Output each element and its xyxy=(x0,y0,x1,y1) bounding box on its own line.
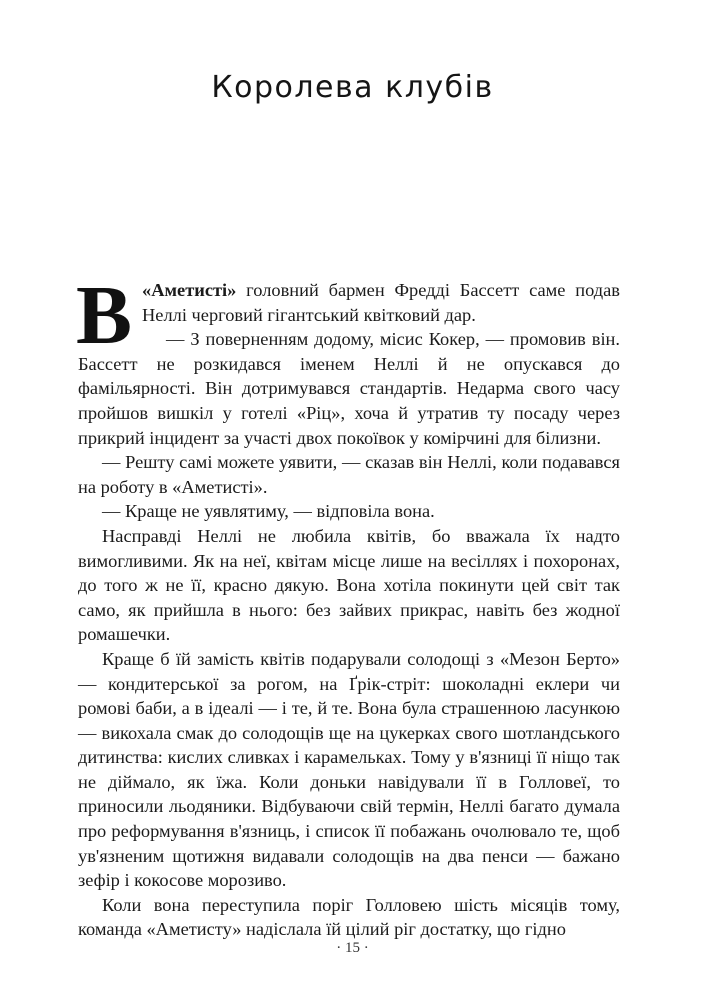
paragraph: Коли вона переступила поріг Голловею шість місяців тому, команда «Аметисту» надіслала їй цілий ріг достатку, що гідно xyxy=(78,894,620,940)
paragraph: — Краще не уявлятиму, — відповіла вона. xyxy=(102,501,435,522)
lead-in: «Аметисті» xyxy=(142,280,237,300)
page-number: · 15 · xyxy=(336,940,369,956)
paragraph: Насправді Неллі не любила квітів, бо вважала їх надто вимогливими. Як на неї, квітам місце лише на весіллях і похоронах, до того ж не її, красно дякую. Вона хотіла покинути цей світ так само, як прийшла в нього: без зайвих прикрас, навіть без жодної ромашечки. xyxy=(78,525,620,645)
body-text xyxy=(76,269,620,942)
first-paragraph xyxy=(76,269,620,362)
chapter-title: Королева клубів xyxy=(211,70,494,105)
drop-cap: В xyxy=(76,269,133,362)
paragraph: — Решту самі можете уявити, — сказав він Неллі, коли подавався на роботу в «Аметисті». xyxy=(78,452,620,497)
first-paragraph-text: головний бармен Фредді Бассетт саме подав Неллі черговий гігантський квітковий дар. xyxy=(142,280,620,325)
paragraph: — З поверненням додому, місис Кокер, — промовив він. Бассетт не розкидався іменем Неллі й не опускався до фамільярності. Він дотримувався стандартів. Недарма свого часу пройшов вишкіл у готелі «Ріц», хоча й утратив ту посаду через прикрий інцидент за участі двох покоївок у комірчині для білизни. xyxy=(78,329,620,448)
paragraph: Краще б їй замість квітів подарували солодощі з «Мезон Берто» — кондитерської за рогом, на Ґрік-стріт: шоколадні еклери чи ромові баби, а в ідеалі — і те, й те. Вона була страшенною ласункою — викохала смак до солодощів ще на цукерках свого шотландського дитинства: кислих сливках і карамельках. Тому у в'язниці її ніщо так не діймало, як їжа. Коли доньки навідували її в Голловеї, то приносили льодяники. Відбуваючи свій термін, Неллі багато думала про реформування в'язниць, і список її побажань очолювало те, щоб ув'язненим щотижня видавали солодощів на два пенси — бажано зефір і кокосове морозиво. xyxy=(78,648,620,891)
